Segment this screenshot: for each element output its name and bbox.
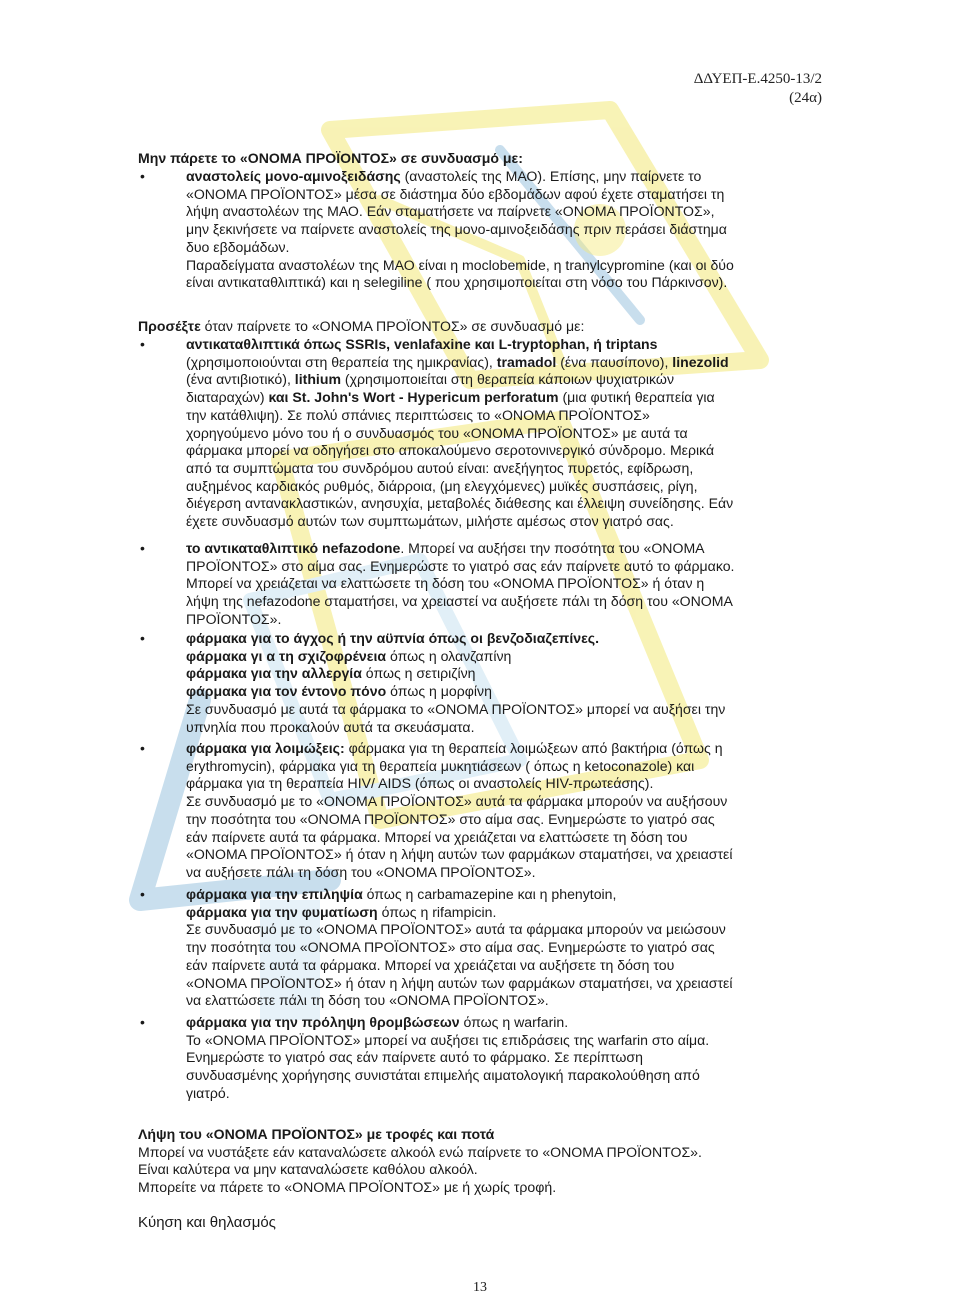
document-reference [694,70,822,108]
bullet-dot: • [140,168,145,184]
item-text: (αναστολείς της ΜΑΟ). Επίσης, μην παίρνετε το [400,168,702,184]
list-item-epilepsy: φάρμακα για την επιληψία όπως η carbamazepine και η phenytoin, φάρμακα για την φυματίωση όπως η rifampicin. Σε συνδυασμό με το «ΟΝΟΜΑ ΠΡΟΪΟΝΤΟΣ» αυτά τα φάρμακα μπορούν να μειώσουν την ποσότητα του «ΟΝΟΜΑ ΠΡΟΪΟΝΤΟΣ» στο αίμα σας. Ενημερώστε το γιατρό σας εάν παίρνετε αυτά τα φάρμακα. Μπορεί να χρειάζεται να αυξήσετε τη δόση του «ΟΝΟΜΑ ΠΡΟΪΟΝΤΟΣ» ή όταν η λήψη αυτών των φαρμάκων σταματήσει, να χρειαστεί να ελαττώσετε πάλι τη δόση του «ΟΝΟΜΑ ΠΡΟΪΟΝΤΟΣ». [186,886,733,1009]
bullet-dot: • [140,540,145,556]
section-heading-food: Λήψη του «ΟΝΟΜΑ ΠΡΟΪΟΝΤΟΣ» με τροφές και ποτά [138,1126,495,1142]
item-text: μην ξεκινήσετε να παίρνετε αναστολείς της μονο-αμινοξειδάσης πριν περάσει διάστημα [186,221,727,238]
item-text: Παραδείγματα αναστολέων της ΜΑΟ είναι η moclobemide, η tranylcypromine (και οι δύο [186,256,734,273]
reference-code: ΔΔΥΕΠ-Ε.4250-13/2 [693,71,822,87]
item-text: δυο εβδομάδων. [186,238,290,255]
item-term: αναστολείς μονο-αμινοξειδάσης [186,168,401,184]
section-heading-caution: Προσέξτε όταν παίρνετε το «ΟΝΟΜΑ ΠΡΟΪΟΝΤΟΣ» σε συνδυασμό με: [138,318,585,334]
list-item-thrombosis: φάρμακα για την πρόληψη θρομβώσεων όπως η warfarin. Το «ΟΝΟΜΑ ΠΡΟΪΟΝΤΟΣ» μπορεί να αυξήσει τις επιδράσεις της warfarin στο αίμα. Ενημερώστε το γιατρό σας εάν παίρνετε αυτό το φάρμακο. Σε περίπτωση συνδυασμένης χορήγησης συνιστάται επιμελής αιματολογική παρακολούθηση από γιατρό. [186,1014,710,1101]
section-heading-mao: Μην πάρετε το «ΟΝΟΜΑ ΠΡΟΪΟΝΤΟΣ» σε συνδυασμό με: [138,150,523,166]
list-item-nefazodone: το αντικαταθλιπτικό nefazodone. Μπορεί να αυξήσει την ποσότητα του «ΟΝΟΜΑ ΠΡΟΪΟΝΤΟΣ» στο αίμα σας. Ενημερώστε το γιατρό σας εάν παίρνετε αυτό το φάρμακο. Μπορεί να χρειάζεται να ελαττώσετε τη δόση του «ΟΝΟΜΑ ΠΡΟΪΟΝΤΟΣ» ή όταν η λήψη της nefazodone σταματήσει, να χρειαστεί να αυξήσετε πάλι τη δόση του «ΟΝΟΜΑ ΠΡΟΪΟΝΤΟΣ». [186,540,735,627]
reference-version: (24α) [789,90,822,106]
section-food-drink: Λήψη του «ΟΝΟΜΑ ΠΡΟΪΟΝΤΟΣ» με τροφές και ποτά Μπορεί να νυστάξετε εάν καταναλώσετε αλκοόλ ενώ παίρνετε το «ΟΝΟΜΑ ΠΡΟΪΟΝΤΟΣ». Είναι καλύτερα να μην καταναλώσετε καθόλου αλκοόλ. Μπορείτε να πάρετε το «ΟΝΟΜΑ ΠΡΟΪΟΝΤΟΣ» με ή χωρίς τροφή. [138,1126,828,1197]
item-text: «ΟΝΟΜΑ ΠΡΟΪΟΝΤΟΣ» μέσα σε διάστημα δύο εβδομάδων αφού έχετε σταματήσει τη [186,185,725,202]
page-number: 13 [473,1280,487,1295]
list-item-infections: φάρμακα για λοιμώξεις: φάρμακα για τη θεραπεία λοιμώξεων από βακτήρια (όπως η erythromycin), φάρμακα για τη θεραπεία μυκητιάσεων ( όπως η ketoconazole) και φάρμακα για τη θεραπεία HIV/ AIDS (όπως οι αναστολείς HIV-πρωτεάσης). Σε συνδυασμό με το «ΟΝΟΜΑ ΠΡΟΪΟΝΤΟΣ» αυτά τα φάρμακα μπορούν να αυξήσουν την ποσότητα του «ΟΝΟΜΑ ΠΡΟΪΟΝΤΟΣ» στο αίμα σας. Ενημερώστε το γιατρό σας εάν παίρνετε αυτά τα φάρμακα. Μπορεί να χρειάζεται να ελαττώσετε τη δόση του «ΟΝΟΜΑ ΠΡΟΪΟΝΤΟΣ» ή όταν η λήψη αυτών των φαρμάκων σταματήσει, να χρειαστεί να αυξήσετε πάλι τη δόση του «ΟΝΟΜΑ ΠΡΟΪΟΝΤΟΣ». [186,740,733,880]
bullet-dot: • [140,1014,145,1030]
bullet-dot: • [140,886,145,902]
bullet-dot: • [140,630,145,646]
item-text: είναι αντικαταθλιπτικά) και η selegiline ( που χρησιμοποιείται στη νόσο του Πάρκινσον). [186,274,728,291]
list-item-mao [186,168,828,292]
bullet-dot: • [140,740,145,756]
item-text: λήψη αναστολέων της ΜΑΟ. Εάν σταματήσετε να παίρνετε «ΟΝΟΜΑ ΠΡΟΪΟΝΤΟΣ», [186,203,715,220]
list-item-anxiety: φάρμακα για το άγχος ή την αϋπνία όπως οι βενζοδιαζεπίνες. φάρμακα γι α τη σχιζοφρένεια όπως η ολανζαπίνη φάρμακα για την αλλεργία όπως η σετιριζίνη φάρμακα για τον έντονο πόνο όπως η μορφίνη Σε συνδυασμό με αυτά τα φάρμακα το «ΟΝΟΜΑ ΠΡΟΪΟΝΤΟΣ» μπορεί να αυξήσει την υπνηλία που προκαλούν αυτά τα σκευάσματα. [186,630,726,735]
bullet-dot: • [140,336,145,352]
section-heading-pregnancy: Κύηση και θηλασμός [138,1214,276,1231]
list-item-antidepressants: αντικαταθλιπτικά όπως SSRIs, venlafaxine και L-tryptophan, ή triptans (χρησιμοποιούνται στη θεραπεία της ημικρανίας), tramadol (ένα παυσίπονο), linezolid (ένα αντιβιοτικό), lithium (χρησιμοποιείται στη θεραπεία κάποιων ψυχιατρικών διαταραχών) και St. John's Wort - Hypericum perforatum (μια φυτική θεραπεία για την κατάθλιψη). Σε πολύ σπάνιες περιπτώσεις το «ΟΝΟΜΑ ΠΡΟΪΟΝΤΟΣ» χορηγούμενο μόνο του ή ο συνδυασμός του «ΟΝΟΜΑ ΠΡΟΪΟΝΤΟΣ» με αυτά τα φάρμακα μπορεί να οδηγήσει στο αποκαλούμενο σεροτονινεργικό σύνδρομο. Μερικά από τα συμπτώματα του συνδρόμου αυτού είναι: ανεξήγητος πυρετός, εφίδρωση, αυξημένος καρδιακός ρυθμός, διάρροια, (μη ελεγχόμενες) μυϊκές συσπάσεις, ρίγη, διέγερση αντανακλαστικών, ανησυχία, μεταβολές διάθεσης και έλλειψη συνείδησης. Εάν έχετε συνδυασμό αυτών των συμπτωμάτων, μιλήστε αμέσως στον γιατρό σας. [186,336,734,530]
